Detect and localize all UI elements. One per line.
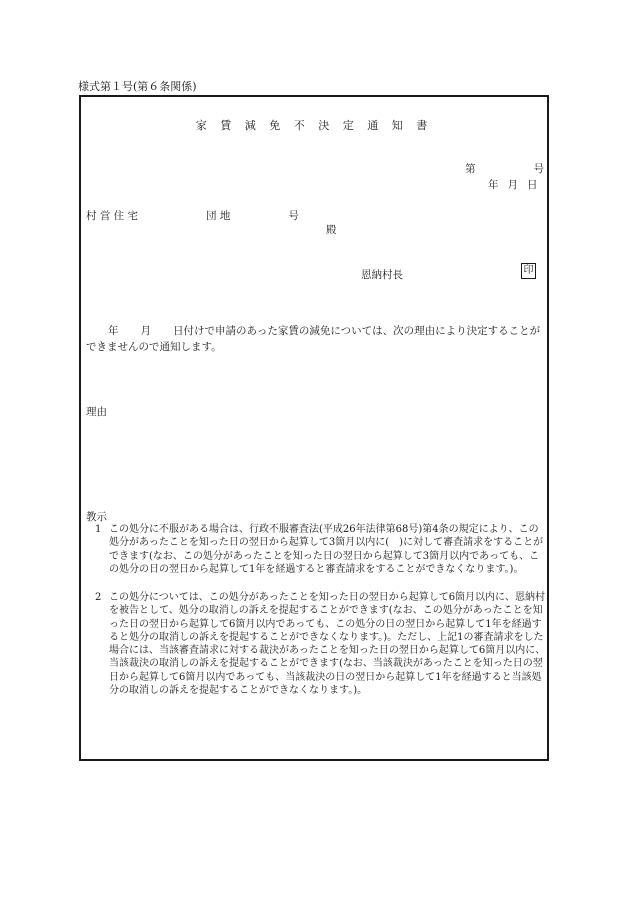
notice-frame <box>79 95 549 761</box>
issuer-name: 恩納村長 <box>361 269 403 281</box>
instruction-number: 1 <box>95 524 102 535</box>
instruction-item <box>95 591 547 697</box>
go-label: 号 <box>288 210 299 222</box>
body-year: 年 <box>108 325 119 337</box>
number-go: 号 <box>533 163 544 175</box>
date-day: 日 <box>527 179 538 191</box>
reason-label: 理由 <box>86 406 107 418</box>
danchi-label: 団 地 <box>206 210 231 222</box>
form-label: 様式第１号(第６条関係) <box>78 80 197 93</box>
instruction-label: 教示 <box>86 511 107 523</box>
date-year: 年 <box>488 179 499 191</box>
document-number-line <box>465 161 544 176</box>
instruction-text: この処分に不服がある場合は、行政不服審査法(平成26年法律第68号)第4条の規定により、この処分があったことを知った日の翌日から起算して3箇月以内に( )に対して審査請求をすることができます(なお、この処分があったことを知った日の翌日から起算して3箇月以内であっても、この処分の日の翌日から起算して1年を経過すると審査請求をすることができなくなります。)。 <box>109 524 544 575</box>
address-line <box>86 208 299 223</box>
document-title: 家 賃 減 免 不 決 定 通 知 書 <box>195 119 433 132</box>
village-housing-label: 村 営 住 宅 <box>86 210 139 222</box>
instruction-number: 2 <box>95 592 102 603</box>
body-month: 月 <box>140 325 151 337</box>
instruction-item <box>95 523 547 576</box>
instruction-text: この処分については、この処分があったことを知った日の翌日から起算して6箇月以内に、恩納村を被告として、処分の取消しの訴えを提起することができます(なお、この処分があったことを知った日の翌日から起算して6箇月以内であっても、この処分の日の翌日から起算して1年を経過すると処分の取消しの訴えを提起することができなくなります。)。ただし、上記1の審査請求をした場合には、当該審査請求に対する裁決があったことを知った日の翌日から起算して6箇月以内に、当該裁決の取消しの訴えを提起することができます(なお、当該裁決があったことを知った日の翌日から起算して6箇月以内であっても、当該裁決の日の翌日から起算して1年を経過すると当該処分の取消しの訴えを提起することができなくなります。)。 <box>109 592 546 697</box>
dono-label: 殿 <box>326 224 337 236</box>
body-paragraph <box>86 323 546 355</box>
body-main: 日付けで申請のあった家賃の減免については、次の理由により決定することができませんので通知します。 <box>86 325 541 353</box>
number-dai: 第 <box>465 163 476 175</box>
date-month: 月 <box>507 179 518 191</box>
date-line <box>488 177 538 192</box>
seal-mark: 印 <box>521 263 536 279</box>
